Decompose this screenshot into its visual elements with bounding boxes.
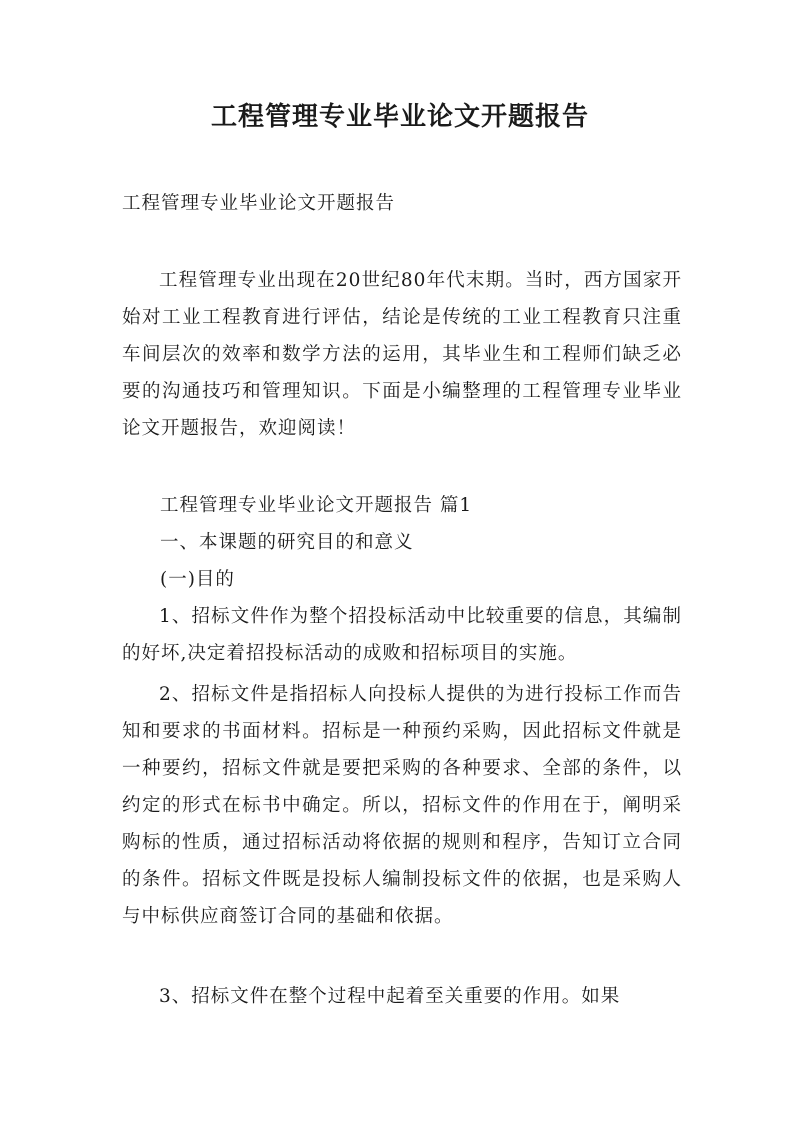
list-item-3: 3、招标文件在整个过程中起着至关重要的作用。如果 (159, 986, 621, 1007)
section-heading: 工程管理专业毕业论文开题报告 篇1 (160, 495, 473, 516)
list-item-2: 2、招标文件是指招标人向投标人提供的为进行投标工作而告知和要求的书面材料。招标是一种预约采购，因此招标文件就是一种要约，招标文件就是要把采购的各种要求、全部的条件，以约定的形式在标书中确定。所以，招标文件的作用在于，阐明采购标的性质，通过招标活动将依据的规则和程序，告知订立合同的条件。招标文件既是投标人编制投标文件的依据，也是采购人与中标供应商签订合同的基础和依据。 (122, 684, 682, 927)
list-item-1: 1、招标文件作为整个招投标活动中比较重要的信息，其编制的好坏,决定着招投标活动的成败和招标项目的实施。 (122, 606, 682, 664)
part-heading: 一、本课题的研究目的和意义 (160, 532, 414, 553)
document-subtitle: 工程管理专业毕业论文开题报告 (122, 193, 396, 214)
document-title: 工程管理专业毕业论文开题报告 (210, 102, 589, 132)
sub-heading: (一)目的 (160, 569, 235, 590)
intro-paragraph: 工程管理专业出现在20世纪80年代末期。当时，西方国家开始对工业工程教育进行评估，结论是传统的工业工程教育只注重车间层次的效率和数学方法的运用，其毕业生和工程师们缺乏必要的沟通技巧和管理知识。下面是小编整理的工程管理专业毕业论文开题报告，欢迎阅读！ (122, 270, 682, 439)
